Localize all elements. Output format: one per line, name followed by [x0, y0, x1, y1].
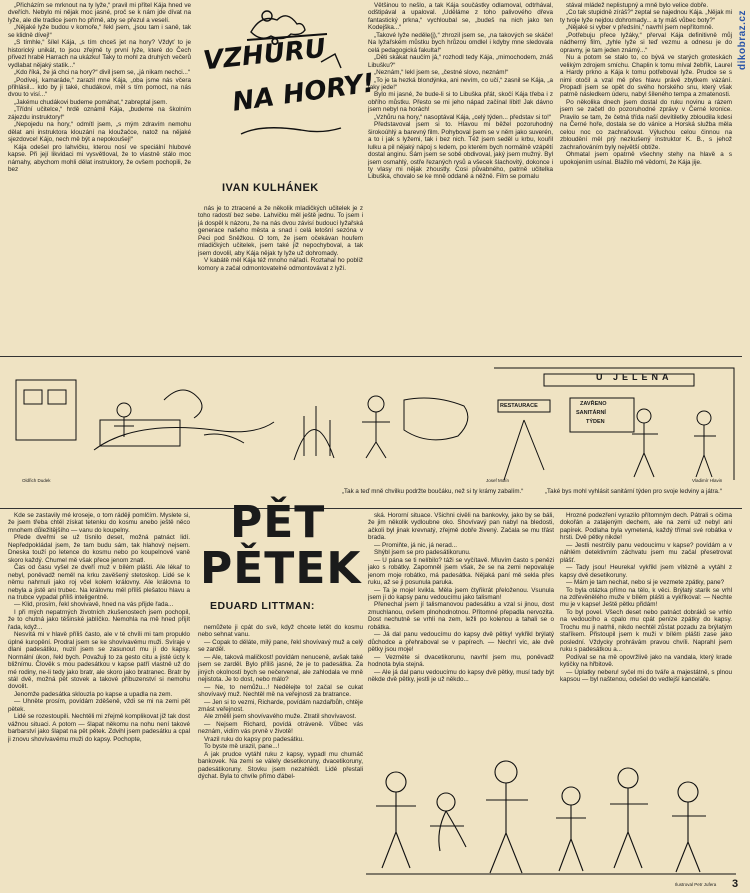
- story2-author: EDUARD LITTMAN:: [210, 600, 315, 612]
- story2-column-3-paragraph: — U pána se ti nelíbilo? táži se vyčítavě. Mluvím často s penězi jako s robátky. Zapomněl jsem však, že se na zemi nepovaluje jenom moje robátko, má padesátka. Nějaká paní mě sekla přes ruku, až se ji posunula paruka.: [368, 556, 554, 587]
- story2-column-2-paragraph: Vrazil ruku do kapsy pro padesátku.: [204, 735, 304, 743]
- story1-column-4: [560, 2, 732, 352]
- story2-column-1-paragraph: — Klid, prosím, řekl shovivavě, hned na vás přijde řada...: [14, 601, 174, 609]
- story2-illustration-credit: Ilustroval Petr Jufera: [675, 882, 717, 887]
- story2-column-1-paragraph: Nesvítá mi v hlavě příliš často, ale v té chvíli mi tam propuklo úplné kuropění. Prodral jsem se ke shovívavému muži. Svíraje v dlani padesátiku, nuzil jsem se zasunout mu ji do kapsy. Normální úkon, řekl bych. Považuji to za gesto citu a jisté úcty k bližnímu. Člověk s mou padesátkou v kapse patří vlastně už do mé rodiny, ne-li tedy jako bratr, ale skoro jako bratranec. Bratr by stál dvě, možná pět stovek a takové příbuzenství si nemohu dovolit.: [8, 631, 190, 691]
- story1-column-3-paragraph: „Děti skákat naučím já,“ rozhodl tedy Kája, „mimochodem, znáš Libušku?“: [368, 54, 553, 69]
- story2-column-2-paragraph: To byste mě urazil, pane...!: [204, 743, 280, 751]
- story2-column-3: [368, 512, 554, 742]
- story1-column-4-paragraph: Po několika dnech jsem dostal do ruku novinu a rázem jsem se začetl do pozoruhodné zprávy v Černé kronice. Pravilo se tam, že četná třída naší devítiletky zbloudila kdesi na Černé hoře, dostala se do vánice a Horská služba měla celou noc co zachraňovat. Výluchou celou činnou na zbloudění měl prý nezkušený instruktor K. B., s jehož zachraňováním byly největší obtíže.: [560, 98, 732, 151]
- divider-middle: [0, 508, 742, 509]
- story2-column-4-paragraph: — Úplatky neberu! syčel mi do tváře a majestátně, s plnou kapsou — byl naštenou, odešel do vedlejší kanceláře.: [560, 668, 732, 683]
- story2-column-4-paragraph: To byla otázka přímo na tělo, k věci. Brýlatý starík se vrhl na zdřevěnělého muže v bílém plášti a vykřikoval: — Nechte mu je v kapse! Ještě pětku přidám!: [560, 586, 732, 609]
- story2-column-3-paragraph: Přenechal jsem jí talismanovou padesátku a vzal si jinou, dost zmuchlanou, ovšem plnohodnotnou. Přítomné přepadla nervozita. Dost nechutně se vrhli na zem, ležli po kolenou a tahali se o robátka.: [368, 601, 554, 631]
- story2-column-1-paragraph: Přede dveřmi se už tísnilo deset, možná patnáct lidí. Nepředpokládal jsem, že tam budu sám, tak hlahový nejsem. Dneska touží po letence do kosmu nebo po koupelnové vaně skoro každý. Chumel mě však přece jenom znatl.: [8, 534, 190, 564]
- page-number: 3: [732, 878, 739, 890]
- story1-column-3-paragraph: Představoval jsem si to. Hlavou mi běžel pozoruhodný širokoúhlý a barevný film. Pohyboval jsem se v něm jako suverén, a to i jak s lyžemi, tak i bez nich. Též jsem seděl u krbu, kouřil lulku a pil nějaký nápoj s ledem, po kterém bych normálně vzápětí dostal anginu. Sám jsem se sobě obdivoval, jaký jsem mužný. Byl jsem osmahlý, ostře řezaných rysů a všecek šlachovitý, dokonce i ty vlasy mi nějak zhoustly. Cosi půvabného, patrně učitelka Libuška, chovalo se ke mně oddaně a něžně. Film se pomalu: [368, 121, 553, 181]
- story2-column-2-paragraph: nemůžete ji cpát do svě, když chcete letět do kosmu nebo sehnat vanu.: [198, 624, 363, 639]
- story2-column-1-paragraph: I při mých nepatrných životních zkušenostech jsem pochopil, že to chutná jako těšinské jablíčko. Nemohla na mě hned přijít řada, když...: [8, 608, 190, 631]
- story2-column-1-paragraph: Kde se zastavily mé kroseje, o tom ráději pomlčím. Myslete si, že jsem třeba chtěl získat tetenku do kosmu anebo ještě něco mnohem důležitějšího — vanu do koupelny.: [8, 512, 190, 534]
- story1-column-3: [368, 2, 553, 352]
- story2-column-2-paragraph: — Ne, to nemůžu...! Nedělejte to! začal se cukat shovívavý muž. Nechtěl mě na veřejnosti za bratrance.: [198, 683, 363, 699]
- story2-column-3-paragraph: — Ale já dal panu vedoucímu do kapsy dvě pětky, musí tady být někde dvě pětky, jestli je už někdo...: [368, 668, 554, 683]
- story2-column-3-paragraph: — Ta je moje! kvikla. Měla jsem čtyřikrát přeloženou. Vsunula jsem ji do kapsy panu vedoucímu jako talisman!: [368, 586, 554, 601]
- story1-column-4-paragraph: Nu a potom se stalo to, co bývá ve starých groteskách velikým zdrojem smíchu. Chaplin k tomu míval žebřík, Laurel a Hardy prkno a Kája k tomu potřeboval lyže. Prudce se s nimi otočil a vzal mě přes hlavu právě zbytkem vázání. Propadl jsem se opět do svého horského snu, který však patrně následkem úderu, nabyl šíleného tempa a zmatenosti.: [560, 54, 732, 99]
- cartoon-right-caption: „Také bys mohl vyhlásit sanitární týden pro svoje ledviny a játra.“: [545, 488, 722, 495]
- story2-column-1-paragraph: Čas od času vyšel ze dveří muž v bílém plášti. Ale lékař to nebyl, poněvadž neměl na krku zavěšený stetoskop. Lidé se k němu nahrnuli jako roj včel kolem královny. Ale královna to nebyla a jistě ani trubec. Na královnu měl příliš plešatou hlavu a na trubce vypadal příliš inteligentně.: [8, 564, 190, 601]
- story1-column-2-paragraph: nás je to ztracené a že několik mladičkých učitelek je z toho radostí bez sebe. Lahvičku měl ještě jednu. To jsem i já dospěl k názoru, že na nás dvou závisí budoucí lyžařská generace našeho města a snad i celá letošní sezóna v Peci pod Sněžkou. O tom, že jsem očekávan houfem mladičkých učitelek, jsem také již nepochyboval, a tak jsem dovolil, aby Kája nějak ty lyže už dohromady.: [198, 205, 363, 257]
- story2-column-4-paragraph: — Jestli nestrčily panu vedoucímu v kapse? povídám a v náhlém detektivním záchvatu jsem mu začal přesetrovat plášť.: [560, 541, 732, 564]
- story1-column-3-paragraph: „To je ta hezká blondýnka, ani nevím, co učí,“ zasnil se Kája, „a taky jede!“: [368, 76, 553, 91]
- story1-column-1-paragraph: „Přicházím se mrknout na ty lyže,“ pravil mi přítel Kája hned ve dveřích. Nebylo mi nějak moc jasné, proč se k nám jde dívat na lyže, ale dle tradice jsem ho přímě, aby se přezul a veselí.: [8, 2, 191, 24]
- story2-column-2-paragraph: — Nejsem Richard, povídá otráveně. Vůbec vás neznám, vidím vás prvně v životě!: [198, 720, 363, 736]
- story1-column-4-paragraph: „Nějaké si vyber v předsíni,“ navrhl jsem nepřítomně.: [566, 24, 714, 32]
- story2-column-2-paragraph: — Ale, taková maličkost! povídám nenuceně, avšak také jsem se zarděl. Bylo příliš jasné, že je to padesátka. Za jiných okolností bych se nečervenal, ale zahlodala ve mně nejistota. Je to dost, nebo málo?: [198, 653, 363, 684]
- story1-column-3-paragraph: Většinou to nešlo, a tak Kája součástky odlamoval, odtrhával, odštipával a upaloval. „Uděláme z toho palivového dřeva fantastický prkna,“ vychloubal se, „budeš na nich jako ten Kodejška...“: [368, 2, 553, 32]
- story1-column-1-paragraph: Kája odešel pro lahvičku, kterou nosí ve speciální hlubové kapse. Při její likvidaci mi vysvětloval, že to vlastně stálo moc námahy, abychom mohli dělat instruktory, že ovšem pochopili, že bez: [8, 143, 191, 173]
- story1-column-1-paragraph: „Podívej, kamaráde,“ zarazil mne Kája, „oba jsme nás včera přihlásil... kdo by ji také, chudákovi, měl s tím pomoct, na nás dvou to visí...“: [8, 76, 191, 99]
- story2-column-1-paragraph: — Uhněte prosím, povídám zděšeně, vždi se mi na zemi pět pětek.: [8, 698, 190, 713]
- story2-column-3-paragraph: ská. Hororní situace. Všichni civěli na bankovky, jako by se báli, že jim několik vydloubne oko. Shovívavý pan nabyl na bledosti, ačkoli byl jinak krevnatý, zřejmě dobře živený. Začala se mu třást brada.: [368, 512, 554, 542]
- story1-column-4-paragraph: Ohmatal jsem opatrně všechny stehy na hlavě a s upokojením usínal. Blažilo mě vědomí, že Kája jije.: [560, 151, 732, 166]
- story2-title-line1: PĚT: [230, 497, 326, 548]
- story2-column-4-paragraph: Hrozné podezření vyrazilo přítomným dech. Pátrali s očima dokořán a zatajeným dechem, ale na zemi už nebyl ani papírek. Podlaha byla vymetená, každý třímal své robátka v hrsti. Dvě pětky nikde!: [560, 512, 732, 542]
- story2-column-2-paragraph: Ale změlil jsem shovívavého muže. Ztratil shovívavost.: [204, 713, 357, 721]
- story1-column-1-paragraph: „Kdo říká, že já chci na hory?“ divil jsem se, „já nikam nechci...“: [14, 69, 191, 77]
- story2-column-2-paragraph: A jak prudce vytáhl ruku z kapsy, vypadl mu chumáč bankovek. Na zemi se válely desetikoruny, dvacetikoruny, padesátikoruny. Stovku jsem nezahlédl. Lidé přestali dýchat. Byla to chvíle přímo ďábel-: [198, 750, 363, 781]
- story1-column-1-paragraph: „Nějaké lyže budou v komoře,“ řekl jsem, „jsou tam i saně, tak se klidně dívej!“: [8, 24, 191, 39]
- story2-column-2-paragraph: — Jen si to vezmi, Richarde, povídám nazdařbůh, chtěje zmást veřejnost.: [198, 698, 363, 713]
- story2-column-4-paragraph: Podíval se na mě opovržlivě jako na vandala, který krade kytičky na hřbitově.: [560, 653, 732, 669]
- sign-restaurace: RESTAURACE: [500, 403, 538, 409]
- sign-sanitarni-1: ZAVŘENO: [580, 401, 607, 407]
- story1-title-line1: VZHŮRU: [201, 33, 328, 77]
- cartoon-right-credit: Vladimír Hlavin: [692, 478, 723, 483]
- story1-column-2: [198, 205, 363, 352]
- sign-sanitarni-2: SANITÁRNÍ: [576, 410, 606, 416]
- story2-title-line2: PĚTEK: [200, 543, 362, 594]
- story2-column-3-paragraph: — Promiňte, já nic, já nerad...: [374, 541, 457, 549]
- side-watermark: dikobraz.cz: [737, 10, 748, 70]
- story1-column-4-paragraph: „Potřebuju přece lyžáky,“ přerval Kája definitivně můj nádherný film, „tyhle lyže si teď vezmu a odnesu je do opravny, je tam jeden známý...“: [560, 31, 732, 54]
- story1-column-3-paragraph: Bylo mi jasné, že bude-li si to Libuška přát, skočí Kája třeba i z obřího můstku. Přesto se mi jeho nápad začínal líbit! Jak dávno jsem nebyl na horách!: [368, 91, 553, 114]
- story1-column-1-paragraph: „Třídní učitelce,“ hrdě oznámil Kája, „budeme na školním zájezdu instruktory!“: [8, 106, 191, 121]
- story1-column-1: [8, 2, 191, 352]
- story1-column-2-paragraph: V kabátě měl Kája též mnoho nářadí. Roztahal ho pobliž komory a začal odmontovatelné odmontovávat z lyží.: [198, 257, 363, 272]
- story1-column-3-paragraph: „Neznám,“ lekl jsem se, „čestné slovo, neznám!“: [374, 69, 509, 77]
- story2-column-1-paragraph: Lidé se rozestoupili. Nechtěli mi zřejmě komplikovat již tak dost vážnou situaci. A potom — šlapat někomu na nohu není takové barbarství jako šlapat na pět pětek. Zdvihl jsem padesátku a cpal ji znovu shovívavému muži do kapsy. Pochopte,: [8, 713, 190, 743]
- cartoon-mid-caption: „Tak a teď mně chvilku podržte boučáku, než si ty krámy zabalím.“: [342, 488, 524, 495]
- divider-top: [0, 356, 742, 357]
- story1-column-3-paragraph: „Takové lyže neděle(j),“ zhrozil jsem se, „na takových se skáče! Na lyžařském můstku bych hrůzou omdlel i kdyby mne sledovala celá pedagogická fakulta!“: [368, 31, 553, 54]
- story1-column-4-paragraph: „Co tak stupidně zíráš?“ zeptal se najednou Kája. „Nějak mi ty tvoje lyže nejdou dohromady... a ty máš vůbec boty?“: [560, 9, 732, 24]
- story2-column-3-paragraph: Shýbl jsem se pro padesátikorunu.: [374, 549, 471, 557]
- story1-column-3-paragraph: „Vzhůru na hory,“ nasoptával Kája, „celý týden... představ si to!“: [374, 113, 551, 121]
- story2-column-2-paragraph: — Copak to děláte, milý pane, řekl shovívavý muž a celý se zarděl.: [198, 638, 363, 654]
- story2-column-3-paragraph: — Já dal panu vedoucímu do kapsy dvě pětky! vykřikl brýlatý důchodce a přehraboval se v papírech. — Nechrí vic, ale dvě pětky jsou moje!: [368, 631, 554, 654]
- story2-column-1-paragraph: Jenomže padesátka sklouzla po kapse a upadla na zem.: [14, 690, 173, 698]
- sign-sanitarni-3: TÝDEN: [586, 419, 605, 425]
- story2-column-1: [8, 512, 190, 892]
- story2-column-4-paragraph: To byl povel. Všech deset nebo patnáct dobráků se vrhlo na vedoucího a cpalo mu cpát peníze zpátky do kapsy. Trochu mu ji natrhli, nikdo nechtěl zůstat pozadu za brýlatým staříkem. Přistoupil jsem k muži v bílém plášti zase jako poslední. Vždycky prohrávám pravou chvíli. Naprahl jsem ruku s padesátkou a...: [560, 608, 732, 654]
- story2-illustration: [366, 742, 736, 882]
- story1-column-4-paragraph: stával mládež neplistupný a mně bylo velice dobře.: [566, 2, 709, 9]
- story2-column-4-paragraph: — Mám je tam nechat, nebo si je vezmete zpátky, pane?: [566, 579, 725, 587]
- sign-jelen: U JELENA: [596, 372, 673, 382]
- story1-author: IVAN KULHÁNEK: [222, 182, 319, 194]
- story2-column-3-paragraph: — Vezměte si dvacetikorunu, navrhl jsem mu, poněvadž hodnota byla stejná.: [368, 653, 554, 669]
- story1-column-1-paragraph: „Jakému chudákovi budeme pomáhat,“ zabreptal jsem.: [14, 98, 168, 106]
- story1-column-1-paragraph: „Nepojedu na hory,“ odmítl jsem, „s mým zdravím nemohu dělat ani instruktora klouzání na kloužačce, natož na nějaké sjezdovce! Kájo, nech mě být a nepokoušej!“: [8, 121, 191, 144]
- story1-column-1-paragraph: „S tímhle,“ šílel Kája, „s tím chceš jet na hory? Vždyť to je historický unikát, to jsou zřejmě ty první lyže, které do Čech přivezl hrabě Harrach na ukázku! Taky to mohl za druhých večerů vydlabat nějaký statik...“: [8, 39, 191, 69]
- story2-column-2: [198, 624, 363, 892]
- story1-title-line2: NA HORY!: [230, 68, 377, 118]
- cartoon-mid-credit: Josef Molín: [486, 478, 510, 483]
- story2-column-4-paragraph: — Tady jsou! Heureka! vykřikl jsem vítězně a vytáhl z kapsy dvě desetikoruny.: [560, 564, 732, 579]
- cartoon-left-credit: Oldřich Dudek: [22, 478, 51, 483]
- story2-column-4: [560, 512, 732, 742]
